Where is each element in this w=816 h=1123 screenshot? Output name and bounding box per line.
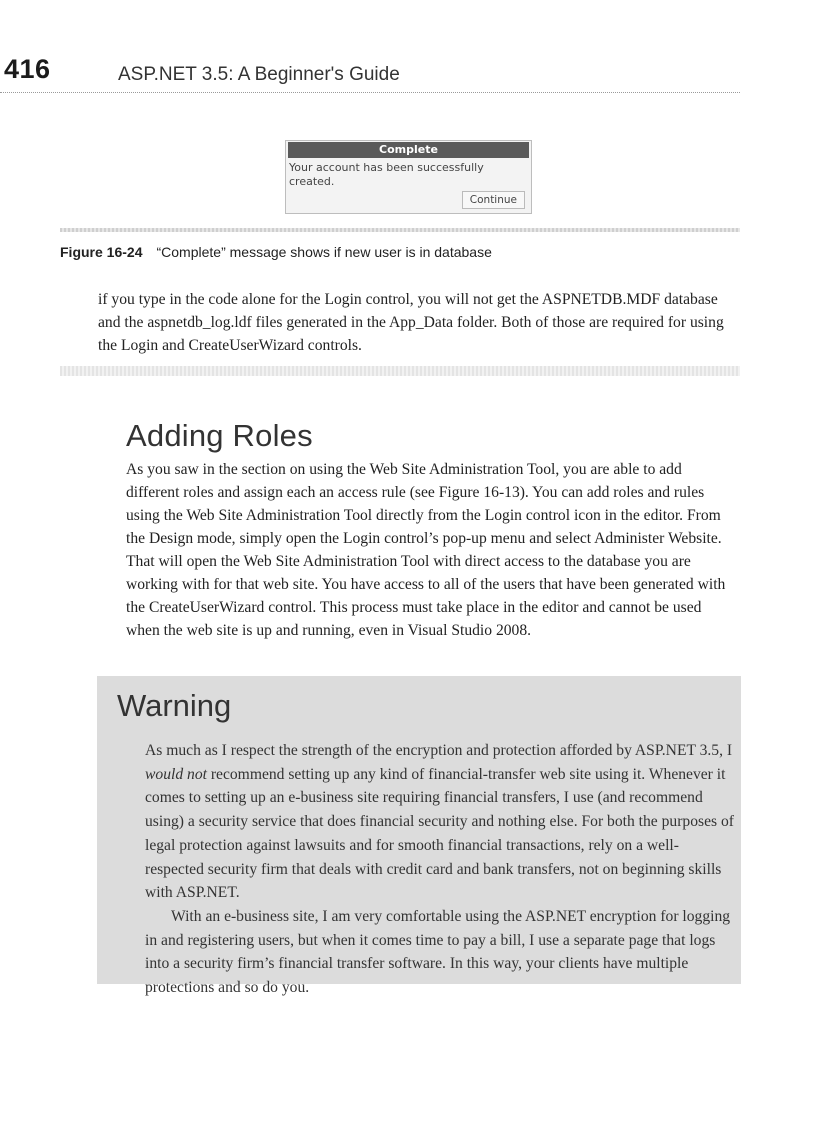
warning-paragraph-2: With an e-business site, I am very comfortable using the ASP.NET encryption for logging in and registering users, but when it comes time to pay a bill, I use a separate page that logs into a security firm’s financial transfer software. In this way, your clients have multiple protections and so do you. [145, 907, 731, 997]
section-heading: Adding Roles [126, 418, 313, 453]
dialog-title: Complete [288, 142, 529, 158]
page-header [0, 52, 740, 93]
warning-title: Warning [117, 688, 232, 723]
section-separator [60, 366, 740, 376]
warning-emphasis: would not [145, 765, 207, 783]
figure-caption-text: “Complete” message shows if new user is in database [156, 244, 492, 260]
book-title: ASP.NET 3.5: A Beginner's Guide [118, 64, 400, 85]
dialog-message: Your account has been successfully created. [289, 161, 484, 188]
warning-box [97, 676, 741, 997]
continue-button[interactable]: Continue [462, 191, 525, 209]
paragraph-1: if you type in the code alone for the Login control, you will not get the ASPNETDB.MDF database and the aspnetdb_log.ldf files generated in the App_Data folder. Both of those are required for using the Login and CreateUserWizard controls. [98, 291, 724, 354]
section-paragraph: As you saw in the section on using the Web Site Administration Tool, you are able to add different roles and assign each an access rule (see Figure 16-13). You can add roles and rules using the Web Site Administration Tool directly from the Login control icon in the editor. From the Design mode, simply open the Login control’s pop-up menu and select Administer Website. That will open the Web Site Administration Tool with direct access to the database you are working with for that web site. You have access to all of the users that have been generated with the CreateUserWizard control. This process must take place in the editor and cannot be used when the web site is up and running, even in Visual Studio 2008. [126, 461, 726, 639]
page-number: 416 [4, 54, 51, 84]
warning-paragraph-1: As much as I respect the strength of the encryption and protection afforded by ASP.NET 3.5, I would not recommend setting up any kind of financial-transfer web site using it. Whenever it comes to setting up an e-business site requiring financial transfers, I use (and recommend using) a security service that does financial security and nothing else. For both the purposes of legal protection against lawsuits and for smooth financial transactions, rely on a well-respected security firm that deals with credit card and bank transfers, not on beginning skills with ASP.NET. [145, 742, 734, 902]
figure-caption-label: Figure 16-24 [60, 244, 143, 260]
figure-caption [60, 244, 492, 260]
complete-dialog [285, 140, 532, 214]
figure-divider [60, 228, 740, 232]
warning-body [145, 739, 735, 1000]
